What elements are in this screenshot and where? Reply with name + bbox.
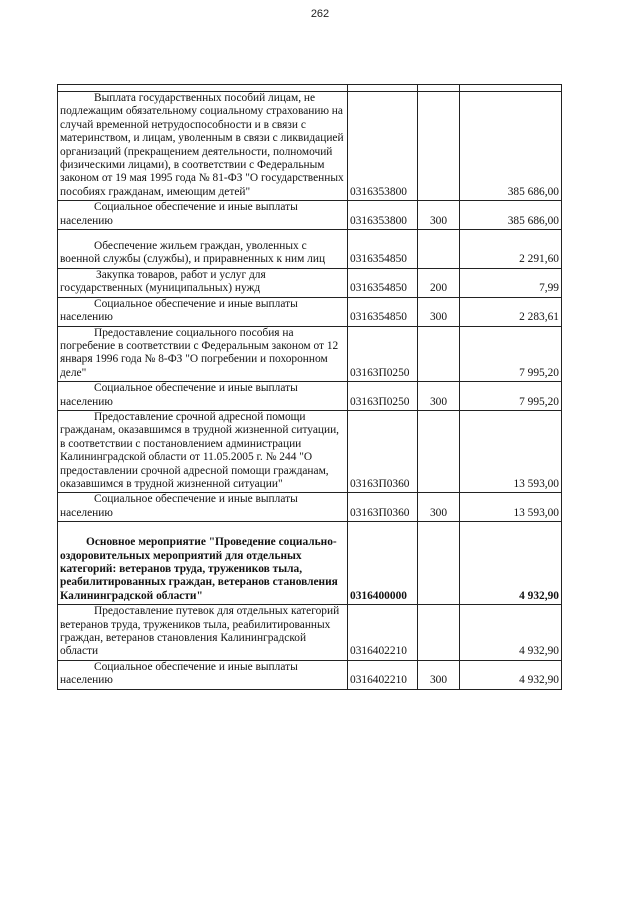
row-code-cell: 0316402210	[348, 605, 418, 661]
row-code-cell: 0316400000	[348, 522, 418, 605]
table-spacer-row	[58, 85, 562, 92]
row-type-cell: 300	[418, 201, 460, 230]
row-type-cell: 200	[418, 268, 460, 297]
row-type-cell: 300	[418, 493, 460, 522]
table-row	[58, 201, 562, 230]
row-type-cell: 300	[418, 660, 460, 689]
row-sum-cell: 4 932,90	[460, 522, 562, 605]
row-name-cell: Предоставление путевок для отдельных категорий ветеранов труда, тружеников тыла, реабилитированных граждан, ветеранов становления Калининградской области	[58, 605, 348, 661]
row-sum-cell: 7 995,20	[460, 326, 562, 382]
row-name-cell: Предоставление срочной адресной помощи гражданам, оказавшимся в трудной жизненной ситуации, в соответствии с постановлением администрации Калининградской области от 11.05.2005 г. № 244 "О предоставлении срочной адресной помощи гражданам, оказавшимся в трудной жизненной ситуации"	[58, 410, 348, 492]
row-name-cell: Социальное обеспечение и иные выплаты населению	[58, 493, 348, 522]
row-name-cell: Закупка товаров, работ и услуг для государственных (муниципальных) нужд	[58, 268, 348, 297]
row-code-cell: 0316402210	[348, 660, 418, 689]
table-row	[58, 92, 562, 201]
row-code-cell: 0316353800	[348, 201, 418, 230]
page-number: 262	[310, 8, 330, 20]
row-code-cell: 03163П0360	[348, 493, 418, 522]
row-sum-cell: 13 593,00	[460, 410, 562, 492]
row-type-cell	[418, 326, 460, 382]
row-sum-cell: 385 686,00	[460, 92, 562, 201]
row-name-cell: Основное мероприятие "Проведение социально-оздоровительных мероприятий для отдельных категорий: ветеранов труда, тружеников тыла, реабилитированных граждан, ветеранов становления Калининградской области"	[58, 522, 348, 605]
table-row	[58, 297, 562, 326]
row-sum-cell: 4 932,90	[460, 605, 562, 661]
table-row	[58, 493, 562, 522]
row-type-cell: 300	[418, 382, 460, 411]
row-sum-cell: 7 995,20	[460, 382, 562, 411]
row-type-cell	[418, 605, 460, 661]
table-row	[58, 268, 562, 297]
row-name-cell: Социальное обеспечение и иные выплаты населению	[58, 382, 348, 411]
row-sum-cell: 13 593,00	[460, 493, 562, 522]
row-type-cell: 300	[418, 297, 460, 326]
table-row	[58, 230, 562, 269]
row-name-cell: Социальное обеспечение и иные выплаты населению	[58, 660, 348, 689]
row-sum-cell: 2 291,60	[460, 230, 562, 269]
row-name-cell: Социальное обеспечение и иные выплаты населению	[58, 297, 348, 326]
row-code-cell: 0316353800	[348, 92, 418, 201]
row-name-cell: Выплата государственных пособий лицам, не подлежащим обязательному социальному страхованию на случай временной нетрудоспособности и в связи с материнством, и лицам, уволенным в связи с ликвидацией организаций (прекращением деятельности, полномочий физическими лицами), в соответствии с Федеральным законом от 19 мая 1995 года № 81-ФЗ "О государственных пособиях гражданам, имеющим детей"	[58, 92, 348, 201]
row-sum-cell: 4 932,90	[460, 660, 562, 689]
row-code-cell: 03163П0360	[348, 410, 418, 492]
row-type-cell	[418, 92, 460, 201]
row-type-cell	[418, 522, 460, 605]
row-sum-cell: 2 283,61	[460, 297, 562, 326]
row-type-cell	[418, 230, 460, 269]
row-type-cell	[418, 410, 460, 492]
table-row	[58, 605, 562, 661]
budget-table	[57, 84, 562, 690]
table-row	[58, 410, 562, 492]
row-sum-cell: 7,99	[460, 268, 562, 297]
table-row	[58, 522, 562, 605]
row-code-cell: 03163П0250	[348, 326, 418, 382]
table-row	[58, 382, 562, 411]
row-code-cell: 0316354850	[348, 230, 418, 269]
row-code-cell: 03163П0250	[348, 382, 418, 411]
row-code-cell: 0316354850	[348, 268, 418, 297]
table-row	[58, 326, 562, 382]
row-code-cell: 0316354850	[348, 297, 418, 326]
row-name-cell: Обеспечение жильем граждан, уволенных с военной службы (службы), и приравненных к ним лиц	[58, 230, 348, 269]
row-sum-cell: 385 686,00	[460, 201, 562, 230]
table-row	[58, 660, 562, 689]
row-name-cell: Предоставление социального пособия на погребение в соответствии с Федеральным законом от 12 января 1996 года № 8-ФЗ "О погребении и похоронном деле"	[58, 326, 348, 382]
row-name-cell: Социальное обеспечение и иные выплаты населению	[58, 201, 348, 230]
